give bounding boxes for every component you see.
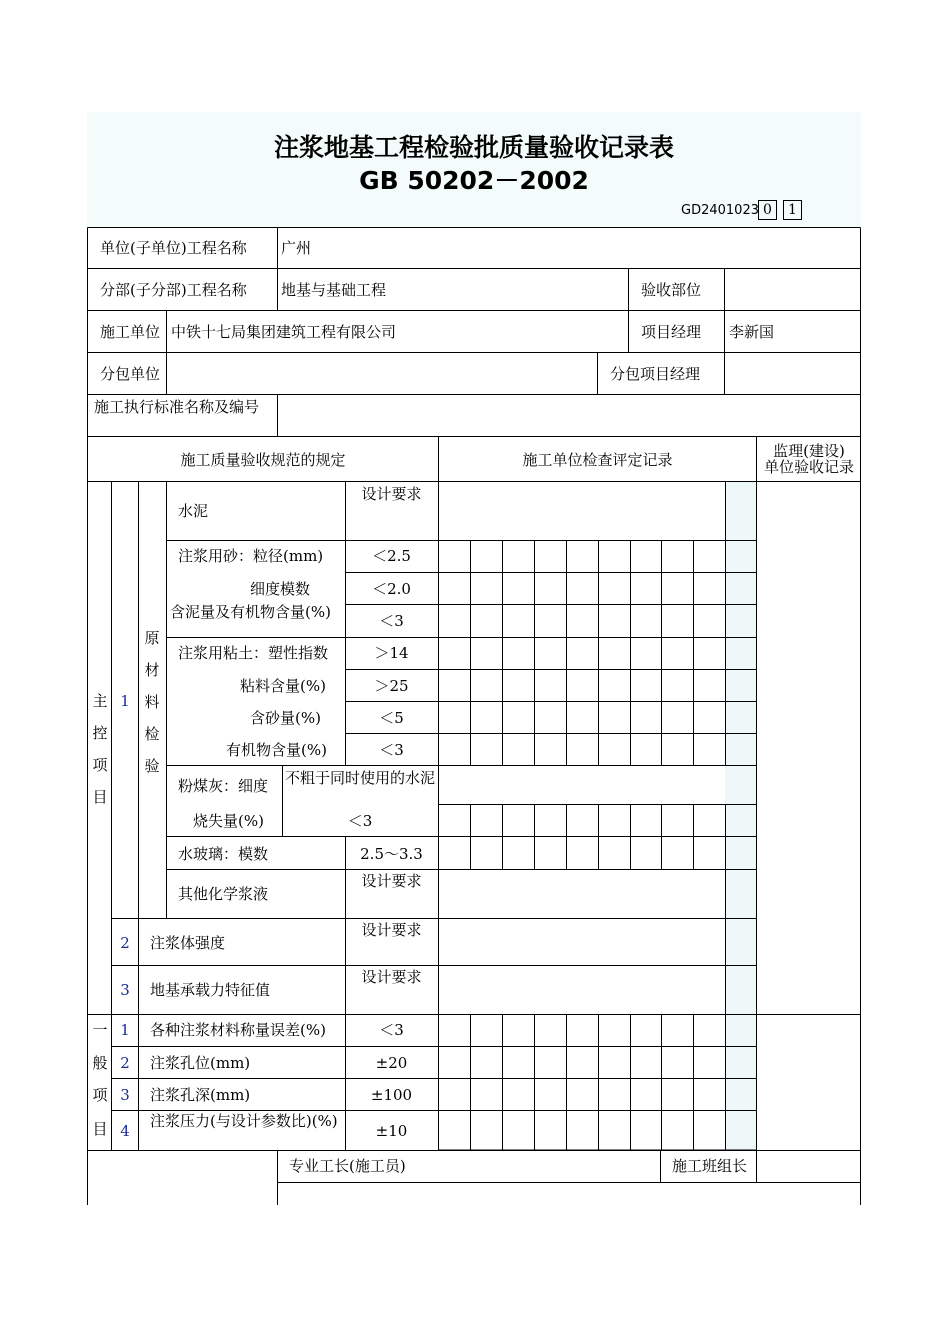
main-item-1-number: 1: [120, 692, 130, 710]
v-main-char: 项: [92, 756, 108, 774]
sand-grain-label: 注浆用砂：粒径(mm): [178, 547, 324, 565]
clay-sand-label: 含砂量(%): [250, 709, 321, 727]
standard-name-label: 施工执行标准名称及编号: [94, 398, 260, 416]
flyash-fineness-value: 不粗于同时使用的水泥: [284, 769, 435, 787]
clay-organic-label: 有机物含量(%): [226, 741, 327, 759]
main-item-2-label: 注浆体强度: [150, 934, 226, 952]
clay-organic-value: ＜3: [379, 741, 404, 759]
sand-grain-value: ＜2.5: [372, 547, 411, 565]
sand-mud-content-label: 含泥量及有机物含量(%): [170, 603, 331, 621]
general-item-1-label: 各种注浆材料称量误差(%): [150, 1021, 326, 1039]
v-main-char: 目: [92, 788, 108, 806]
clay-plasticity-value: ＞14: [374, 644, 409, 662]
clay-sand-value: ＜5: [379, 709, 404, 727]
form-number-box-1: 0: [758, 200, 777, 220]
check-column-header: 施工单位检查评定记录: [522, 451, 673, 469]
supervision-column-header: [757, 443, 861, 475]
unit-project-label: 单位(子单位)工程名称: [100, 239, 247, 257]
supervision-header-line1: 监理(建设): [773, 442, 845, 460]
v-raw-char: 原: [144, 629, 160, 647]
v-main-char: 主: [92, 692, 108, 710]
v-general-char: 般: [92, 1054, 108, 1072]
cement-requirement: 设计要求: [361, 485, 422, 503]
main-item-3-requirement: 设计要求: [361, 968, 422, 986]
general-item-4-number: 4: [120, 1122, 130, 1140]
main-item-3-label: 地基承载力特征值: [150, 981, 271, 999]
general-item-2-number: 2: [120, 1054, 130, 1072]
v-main-char: 控: [92, 724, 108, 742]
spec-column-header: 施工质量验收规范的规定: [180, 451, 346, 469]
clay-content-label: 粘料含量(%): [240, 677, 326, 695]
standard-code: GB 50202－2002: [359, 166, 589, 195]
clay-plasticity-label: 注浆用粘土：塑性指数: [178, 644, 329, 662]
v-raw-char: 检: [144, 725, 160, 743]
construction-unit-label: 施工单位: [100, 323, 161, 341]
project-manager-value[interactable]: 李新国: [729, 323, 775, 341]
form-number: GD2401023: [681, 203, 759, 218]
flyash-fineness-label: 粉煤灰：细度: [178, 777, 269, 795]
v-raw-char: 验: [144, 757, 160, 775]
water-glass-value: 2.5～3.3: [360, 845, 423, 863]
other-chemical-requirement: 设计要求: [361, 872, 422, 890]
unit-project-value[interactable]: 广州: [281, 239, 312, 257]
subcontractor-label: 分包单位: [100, 365, 161, 383]
v-raw-char: 材: [144, 661, 160, 679]
acceptance-part-label: 验收部位: [641, 281, 702, 299]
sand-fineness-value: ＜2.0: [372, 580, 411, 598]
cell-shade: [725, 482, 756, 1014]
flyash-loss-label: 烧失量(%): [193, 812, 264, 830]
water-glass-label: 水玻璃：模数: [178, 845, 269, 863]
general-item-4-label: 注浆压力(与设计参数比)(%): [150, 1112, 338, 1130]
v-general-char: 项: [92, 1086, 108, 1104]
general-item-1-value: ＜3: [379, 1021, 404, 1039]
general-item-1-number: 1: [120, 1021, 130, 1039]
form-title: 注浆地基工程检验批质量验收记录表: [273, 133, 674, 162]
general-item-2-label: 注浆孔位(mm): [150, 1054, 251, 1072]
general-item-3-number: 3: [120, 1086, 130, 1104]
sand-mud-content-value: ＜3: [379, 612, 404, 630]
clay-content-value: ＞25: [374, 677, 409, 695]
main-item-2-requirement: 设计要求: [361, 921, 422, 939]
flyash-loss-value: ＜3: [347, 812, 373, 830]
construction-unit-value[interactable]: 中铁十七局集团建筑工程有限公司: [171, 323, 397, 341]
form-number-box-2: 1: [783, 200, 802, 220]
v-raw-char: 料: [144, 693, 160, 711]
cell-shade: [725, 1014, 756, 1150]
sub-project-value[interactable]: 地基与基础工程: [281, 281, 387, 299]
general-item-3-value: ±100: [370, 1086, 413, 1104]
other-chemical-label: 其他化学浆液: [178, 885, 269, 903]
team-leader-label: 施工班组长: [672, 1157, 748, 1175]
foreman-label: 专业工长(施工员): [289, 1157, 406, 1175]
cement-label: 水泥: [178, 502, 209, 520]
sub-project-label: 分部(子分部)工程名称: [100, 281, 247, 299]
general-item-3-label: 注浆孔深(mm): [150, 1086, 251, 1104]
sand-fineness-label: 细度模数: [250, 580, 311, 598]
general-item-4-value: ±10: [375, 1122, 408, 1140]
main-item-2-number: 2: [120, 934, 130, 952]
main-item-3-number: 3: [120, 981, 130, 999]
v-general-char: 目: [92, 1120, 108, 1138]
project-manager-label: 项目经理: [641, 323, 702, 341]
sub-manager-label: 分包项目经理: [610, 365, 701, 383]
v-general-char: 一: [92, 1021, 108, 1039]
general-item-2-value: ±20: [375, 1054, 408, 1072]
supervision-header-line2: 单位验收记录: [763, 458, 854, 476]
